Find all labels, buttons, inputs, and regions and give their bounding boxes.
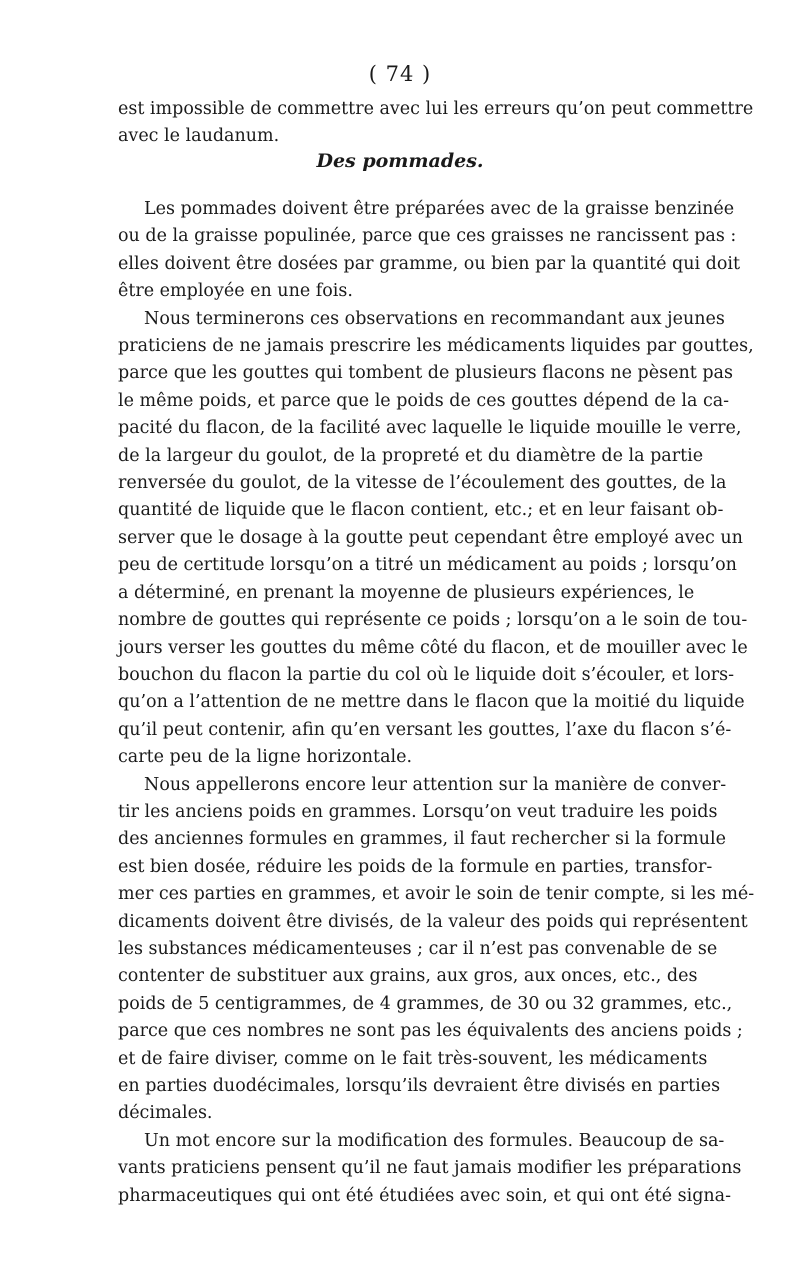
text-line: parce que ces nombres ne sont pas les équivalents des anciens poids ;: [118, 1021, 743, 1042]
text-line: carte peu de la ligne horizontale.: [118, 747, 413, 768]
text-line: est impossible de commettre avec lui les erreurs qu’on peut commettre: [118, 99, 754, 119]
text-line: de la largeur du goulot, de la propreté et du diamètre de la partie: [118, 445, 704, 466]
section-heading: Des pommades.: [316, 150, 484, 172]
text-line: est bien dosée, réduire les poids de la formule en parties, transfor-: [118, 856, 713, 877]
text-line: Nous terminerons ces observations en recommandant aux jeunes: [144, 308, 725, 329]
text-line: peu de certitude lorsqu’on a titré un médicament au poids ; lorsqu’on: [118, 555, 737, 576]
text-line: Un mot encore sur la modification des formules. Beaucoup de sa-: [144, 1130, 725, 1151]
continued-text: [118, 96, 754, 151]
text-line: le même poids, et parce que le poids de ces gouttes dépend de la ca-: [118, 390, 730, 411]
text-line: praticiens de ne jamais prescrire les médicaments liquides par gouttes,: [118, 336, 754, 357]
text-line: en parties duodécimales, lorsqu’ils devraient être divisés en parties: [118, 1076, 721, 1096]
text-line: les substances médicamenteuses ; car il n’est pas convenable de se: [118, 938, 718, 959]
text-line: être employée en une fois.: [118, 281, 353, 302]
text-line: dicaments doivent être divisés, de la valeur des poids qui représentent: [118, 911, 748, 932]
text-line: des anciennes formules en grammes, il faut rechercher si la formule: [118, 829, 726, 850]
text-line: nombre de gouttes qui représente ce poids ; lorsqu’on a le soin de tou-: [118, 610, 748, 631]
text-line: pacité du flacon, de la facilité avec laquelle le liquide mouille le verre,: [118, 418, 742, 439]
text-line: mer ces parties en grammes, et avoir le soin de tenir compte, si les mé-: [118, 884, 755, 905]
paragraph: [118, 1128, 742, 1210]
text-line: tir les anciens poids en grammes. Lorsqu’on veut traduire les poids: [118, 801, 718, 822]
text-line: et de faire diviser, comme on le fait très-souvent, les médicaments: [118, 1048, 708, 1069]
text-line: Les pommades doivent être préparées avec de la graisse benzinée: [144, 199, 735, 219]
paragraph: [118, 196, 741, 306]
text-line: bouchon du flacon la partie du col où le liquide doit s’écouler, et lors-: [118, 664, 735, 685]
page-number: ( 74 ): [368, 62, 432, 86]
text-line: server que le dosage à la goutte peut cependant être employé avec un: [118, 527, 743, 548]
paragraph: [118, 306, 754, 772]
text-line: poids de 5 centigrammes, de 4 grammes, de 30 ou 32 grammes, etc.,: [118, 993, 733, 1014]
text-line: pharmaceutiques qui ont été étudiées avec soin, et qui ont été signa-: [118, 1185, 732, 1206]
text-line: renversée du goulot, de la vitesse de l’écoulement des gouttes, de la: [118, 473, 727, 494]
text-line: décimales.: [118, 1103, 213, 1124]
body-text: [118, 196, 755, 1210]
text-line: avec le laudanum.: [118, 126, 280, 147]
text-line: qu’il peut contenir, afin qu’en versant les gouttes, l’axe du flacon s’é-: [118, 719, 732, 740]
text-line: jours verser les gouttes du même côté du flacon, et de mouiller avec le: [118, 637, 748, 658]
text-line: ou de la graisse populinée, parce que ces graisses ne rancissent pas :: [118, 226, 737, 247]
text-line: parce que les gouttes qui tombent de plusieurs flacons ne pèsent pas: [118, 363, 733, 384]
text-line: a déterminé, en prenant la moyenne de plusieurs expériences, le: [118, 582, 695, 603]
text-line: quantité de liquide que le flacon contient, etc.; et en leur faisant ob-: [118, 500, 724, 521]
text-line: contenter de substituer aux grains, aux gros, aux onces, etc., des: [118, 966, 698, 987]
text-line: qu’on a l’attention de ne mettre dans le flacon que la moitié du liquide: [118, 692, 745, 713]
text-line: Nous appellerons encore leur attention sur la manière de conver-: [144, 774, 727, 795]
text-line: vants praticiens pensent qu’il ne faut jamais modifier les préparations: [118, 1158, 742, 1179]
paragraph: [118, 772, 755, 1128]
text-line: elles doivent être dosées par gramme, ou bien par la quantité qui doit: [118, 253, 741, 274]
